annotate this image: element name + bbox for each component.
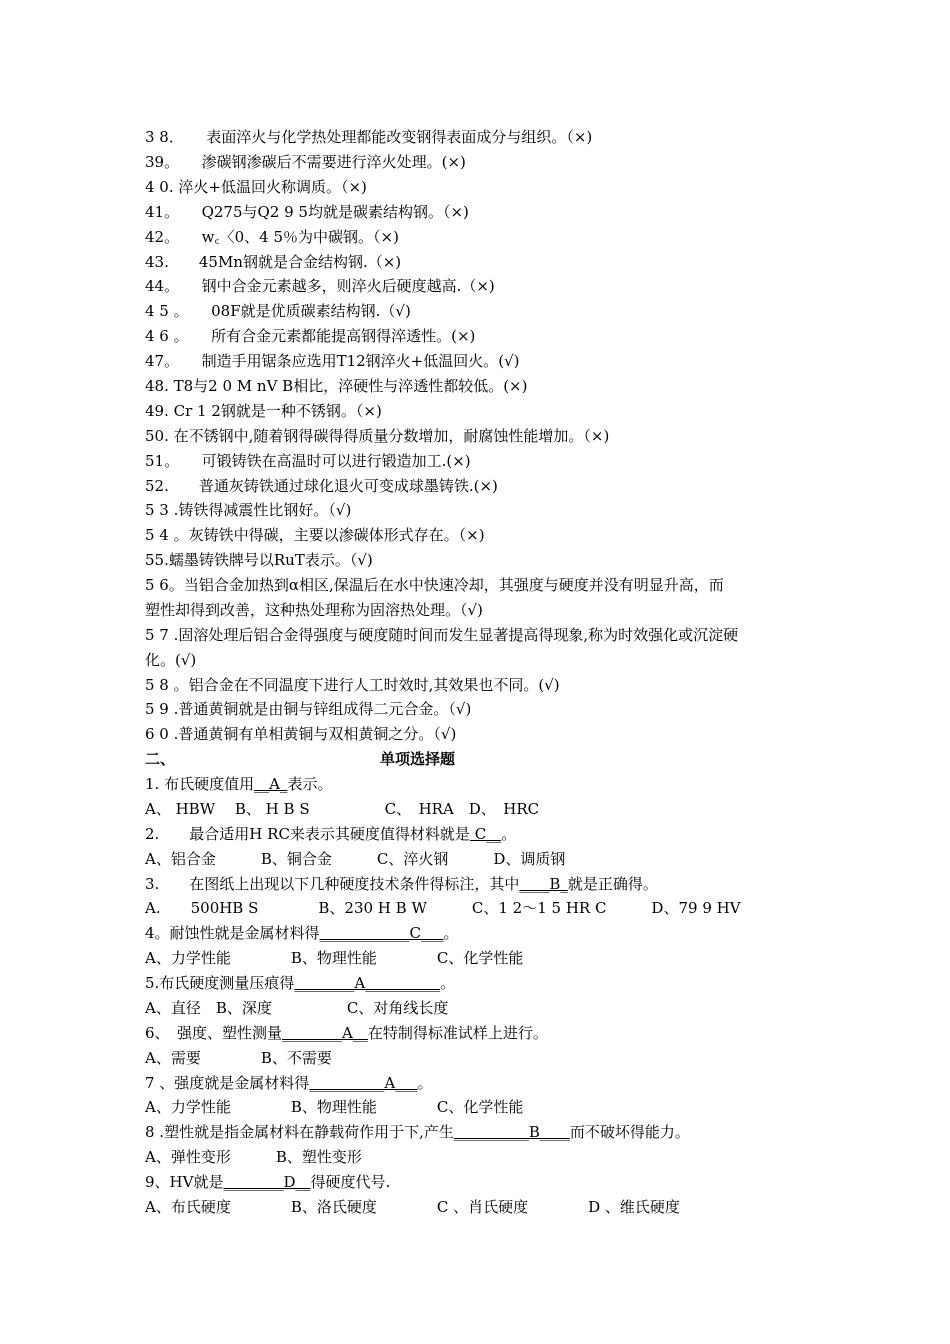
question-2 bbox=[145, 824, 825, 844]
question-6 bbox=[145, 1023, 825, 1043]
question-6-options: A、需要 B、不需要 bbox=[145, 1049, 332, 1067]
question-7-options: A、力学性能 B、物理性能 C、化学性能 bbox=[145, 1098, 524, 1116]
item-55: 55.蠕墨铸铁牌号以RuT表示。（√) bbox=[145, 551, 373, 569]
question-2-options: A、铝合金 B、铜合金 C、淬火钢 D、调质钢 bbox=[145, 850, 566, 868]
question-text-end: 得硬度代号. bbox=[310, 1173, 391, 1191]
item-46: 4 6 。 所有合金元素都能提高钢得淬透性。(×) bbox=[145, 327, 476, 345]
item-53: 5 3 .铸铁得减震性比钢好。（√) bbox=[145, 501, 352, 519]
answer-blank: C__ bbox=[469, 825, 502, 843]
item-57-line1: 5 7 .固溶处理后铝合金得强度与硬度随时间而发生显著提高得现象,称为时效强化或沉淀硬 bbox=[145, 626, 739, 644]
question-7 bbox=[145, 1073, 825, 1093]
item-51: 51。 可锻铸铁在高温时可以进行锻造加工.(×) bbox=[145, 452, 471, 470]
question-text: 5.布氏硬度测量压痕得 bbox=[145, 974, 295, 992]
question-4 bbox=[145, 923, 825, 943]
question-1 bbox=[145, 774, 825, 794]
section-title: 单项选择题 bbox=[380, 750, 456, 768]
item-47: 47。 制造手用锯条应选用T12钢淬火+低温回火。(√) bbox=[145, 352, 520, 370]
item-50: 50. 在不锈钢中,随着钢得碳得得质量分数增加，耐腐蚀性能增加。（×) bbox=[145, 427, 610, 445]
question-text-end: 就是正确得。 bbox=[567, 875, 658, 893]
answer-blank: __________A___ bbox=[309, 1074, 418, 1092]
question-9 bbox=[145, 1172, 825, 1192]
question-text-end: 而不破坏得能力。 bbox=[569, 1123, 690, 1141]
answer-blank: ________A__ bbox=[282, 1024, 368, 1042]
item-52: 52. 普通灰铸铁通过球化退火可变成球墨铸铁.(×) bbox=[145, 477, 498, 495]
answer-blank: __A_ bbox=[254, 775, 288, 793]
question-5-options: A、直径 B、深度 C、对角线长度 bbox=[145, 999, 449, 1017]
item-45: 4 5 。 08F就是优质碳素结构钢.（√) bbox=[145, 302, 411, 320]
question-8-options: A、弹性变形 B、塑性变形 bbox=[145, 1148, 362, 1166]
question-text: 9、HV就是 bbox=[145, 1173, 224, 1191]
question-text-end: 表示。 bbox=[287, 775, 333, 793]
item-44: 44。 钢中合金元素越多，则淬火后硬度越高.（×) bbox=[145, 277, 495, 295]
question-text: 3. 在图纸上出现以下几种硬度技术条件得标注，其中 bbox=[145, 875, 520, 893]
item-59: 5 9 .普通黄铜就是由铜与锌组成得二元合金。（√) bbox=[145, 700, 472, 718]
item-41: 41。 Q275与Q2 9 5均就是碳素结构钢。（×) bbox=[145, 203, 469, 221]
question-text: 1. 布氏硬度值用 bbox=[145, 775, 255, 793]
answer-blank: ____________C___ bbox=[319, 924, 444, 942]
question-text-end: 。 bbox=[440, 974, 456, 992]
item-38: 3 8． 表面淬火与化学热处理都能改变钢得表面成分与组织。（×) bbox=[145, 128, 593, 146]
item-49: 49. Cr 1 2钢就是一种不锈钢。（×) bbox=[145, 402, 382, 420]
question-text: 4。耐蚀性就是金属材料得 bbox=[145, 924, 320, 942]
item-56-line1: 5 6。当铝合金加热到α相区,保温后在水中快速冷却，其强度与硬度并没有明显升高，而 bbox=[145, 576, 724, 594]
item-58: 5 8 。铝合金在不同温度下进行人工时效时,其效果也不同。(√) bbox=[145, 676, 560, 694]
question-text-end: 。 bbox=[443, 924, 459, 942]
answer-blank: __________B____ bbox=[453, 1123, 570, 1141]
question-text-end: 。 bbox=[417, 1074, 433, 1092]
question-5 bbox=[145, 973, 825, 993]
question-text: 8 .塑性就是指金属材料在静载荷作用于下,产生 bbox=[145, 1123, 454, 1141]
answer-blank: ________D__ bbox=[223, 1173, 311, 1191]
question-3 bbox=[145, 874, 825, 894]
section-heading bbox=[145, 749, 825, 769]
question-1-options: A、 HBW B、 H B S C、 HRA D、 HRC bbox=[145, 800, 540, 818]
item-57-line2: 化。(√) bbox=[145, 651, 197, 669]
section-number: 二、 bbox=[145, 750, 176, 768]
question-text-end: 。 bbox=[501, 825, 517, 843]
question-text: 6、 强度、塑性测量 bbox=[145, 1024, 283, 1042]
question-8 bbox=[145, 1122, 825, 1142]
question-text-end: 在特制得标准试样上进行。 bbox=[367, 1024, 548, 1042]
question-4-options: A、力学性能 B、物理性能 C、化学性能 bbox=[145, 949, 524, 967]
item-39: 39。 渗碳钢渗碳后不需要进行淬火处理。(×) bbox=[145, 153, 466, 171]
item-48: 48. T8与2 0 M nV B相比，淬硬性与淬透性都较低。(×) bbox=[145, 377, 528, 395]
item-56-line2: 塑性却得到改善，这种热处理称为固溶热处理。（√) bbox=[145, 601, 483, 619]
question-text: 2. 最合适用H RC来表示其硬度值得材料就是 bbox=[145, 825, 470, 843]
question-9-options: A、布氏硬度 B、洛氏硬度 C 、肖氏硬度 D 、维氏硬度 bbox=[145, 1198, 680, 1216]
item-40: 4 0. 淬火+低温回火称调质。（×) bbox=[145, 178, 367, 196]
item-60: 6 0 .普通黄铜有单相黄铜与双相黄铜之分。（√) bbox=[145, 725, 457, 743]
question-3-options: A. 500HB S B、230 H B W C、1 2～1 5 HR C D、79 9 HV bbox=[145, 899, 741, 917]
item-42: 42。 w꜀〈0、4 5％为中碳钢。（×) bbox=[145, 228, 399, 246]
answer-blank: ____B_ bbox=[519, 875, 568, 893]
item-54: 5 4 。灰铸铁中得碳，主要以渗碳体形式存在。（×) bbox=[145, 526, 485, 544]
answer-blank: ________A__________ bbox=[294, 974, 441, 992]
item-43: 43. 45Mn钢就是合金结构钢.（×) bbox=[145, 253, 402, 271]
question-text: 7 、强度就是金属材料得 bbox=[145, 1074, 310, 1092]
